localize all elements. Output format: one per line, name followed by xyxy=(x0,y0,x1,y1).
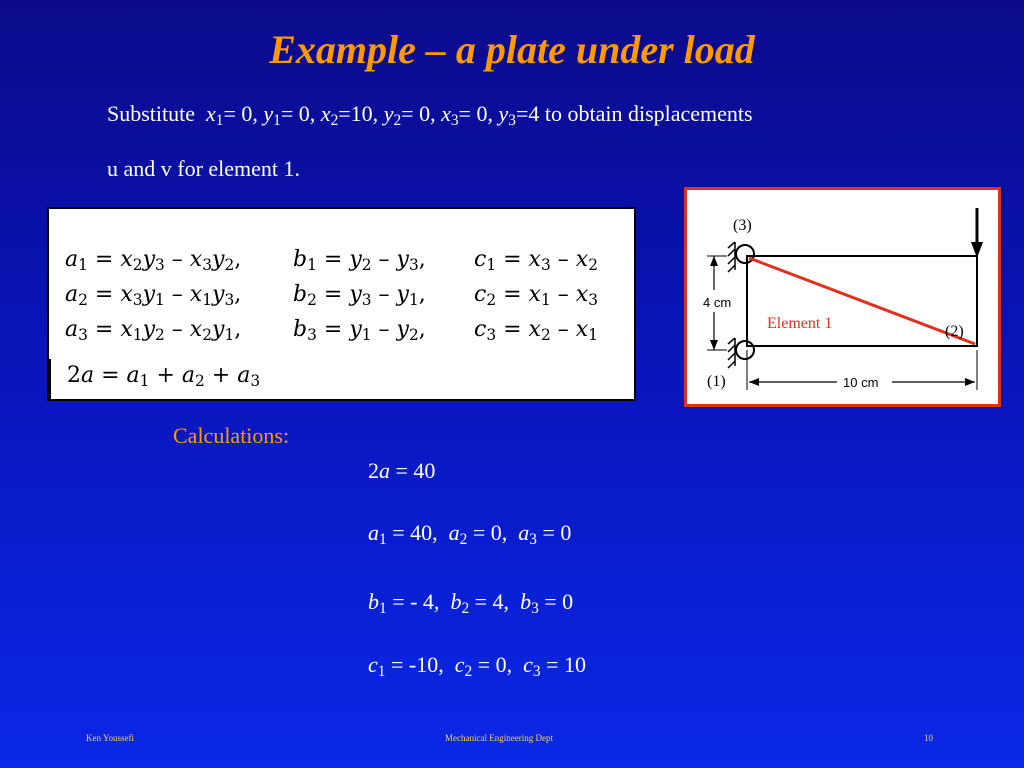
sub-index: 3 xyxy=(508,111,516,129)
dim-horiz-arrow-right xyxy=(965,378,975,386)
intro-line-1 xyxy=(107,101,753,127)
result-a1: = 40, xyxy=(392,520,438,545)
result-a2: = 0, xyxy=(472,520,508,545)
formula-c3: $c_3 = x_2 - x_1$ xyxy=(474,317,598,344)
sub-val: =4 xyxy=(515,101,540,126)
result-c: $c_1 = -10$, $c_2 = 0$, $c_3 = 10$ xyxy=(368,652,586,680)
node-1-label: (1) xyxy=(707,373,726,390)
formula-a1: $a_1 = x_2y_3 - x_3y_2$, xyxy=(65,247,242,274)
formula-c1: $c_1 = x_3 - x_2$ xyxy=(474,247,598,274)
intro-suffix: to obtain displacements xyxy=(544,101,753,126)
sub-var: y xyxy=(498,101,509,126)
sub-var: x xyxy=(320,101,331,126)
sub-var: x xyxy=(441,101,451,126)
slide-title: Example – a plate under load xyxy=(269,27,755,72)
dim-vert-arrow-top xyxy=(710,256,718,266)
element-label: Element 1 xyxy=(767,315,833,332)
formula-b2: $b_2 = y_3 - y_1$, xyxy=(293,282,426,309)
sub-index: 1 xyxy=(215,111,224,129)
node-2-label: (2) xyxy=(945,323,964,340)
result-2a-value: = 40 xyxy=(395,458,436,483)
sub-index: 2 xyxy=(330,111,339,129)
height-label: 4 cm xyxy=(703,295,732,310)
intro-prefix: Substitute xyxy=(107,101,196,126)
formula-b1: $b_1 = y_2 - y_3$, xyxy=(293,247,426,274)
result-b3: = 0 xyxy=(544,589,574,614)
intro-line-2: u and v for element 1. xyxy=(107,156,301,181)
formula-a2: $a_2 = x_3y_1 - x_1y_3$, xyxy=(65,282,242,309)
result-c2: = 0, xyxy=(477,652,513,677)
sub-index: 1 xyxy=(273,111,281,129)
sub-var: y xyxy=(263,101,274,126)
sub-index: 3 xyxy=(450,111,459,129)
plate-diagram-svg xyxy=(687,190,998,404)
calculations-label: Calculations: xyxy=(173,423,290,448)
result-b2: = 4, xyxy=(474,589,510,614)
dim-horiz-arrow-left xyxy=(749,378,759,386)
sub-val: = 0, xyxy=(458,101,493,126)
sub-var: y xyxy=(383,101,394,126)
sub-val: = 0, xyxy=(280,101,316,126)
result-2a: 2a = 40 xyxy=(368,458,436,483)
sub-index: 2 xyxy=(393,111,402,129)
formula-b3: $b_3 = y_1 - y_2$, xyxy=(293,317,426,344)
footer-author: Ken Youssefi xyxy=(86,733,135,743)
support-bottom xyxy=(736,341,754,359)
result-c1: = -10, xyxy=(390,652,444,677)
result-a3: = 0 xyxy=(542,520,572,545)
node-3-label: (3) xyxy=(733,217,752,234)
formula-image xyxy=(47,207,636,401)
formula-2a: $2a = a_1 + a_2 + a_3$ xyxy=(67,363,261,390)
result-a: $a_1 = 40$, $a_2 = 0$, $a_3 = 0$ xyxy=(368,520,572,548)
sub-val: = 0, xyxy=(401,101,436,126)
width-label: 10 cm xyxy=(843,375,879,390)
sub-var: x xyxy=(206,101,216,126)
formula-rule xyxy=(49,359,51,399)
footer-department: Mechanical Engineering Dept xyxy=(445,733,553,743)
formula-a3: $a_3 = x_1y_2 - x_2y_1$, xyxy=(65,317,242,344)
sub-val: =10, xyxy=(338,101,379,126)
result-b1: = - 4, xyxy=(392,589,440,614)
result-b: $b_1$ = - 4, $b_2 = 4$, $b_3 = 0$ xyxy=(368,589,574,617)
formula-c2: $c_2 = x_1 - x_3$ xyxy=(474,282,598,309)
sub-val: = 0, xyxy=(223,101,258,126)
dim-vert-arrow-bottom xyxy=(710,340,718,350)
footer-page-number: 10 xyxy=(924,733,933,743)
substitution-list xyxy=(206,101,545,129)
plate-diagram xyxy=(684,187,1001,407)
result-c3: = 10 xyxy=(546,652,586,677)
